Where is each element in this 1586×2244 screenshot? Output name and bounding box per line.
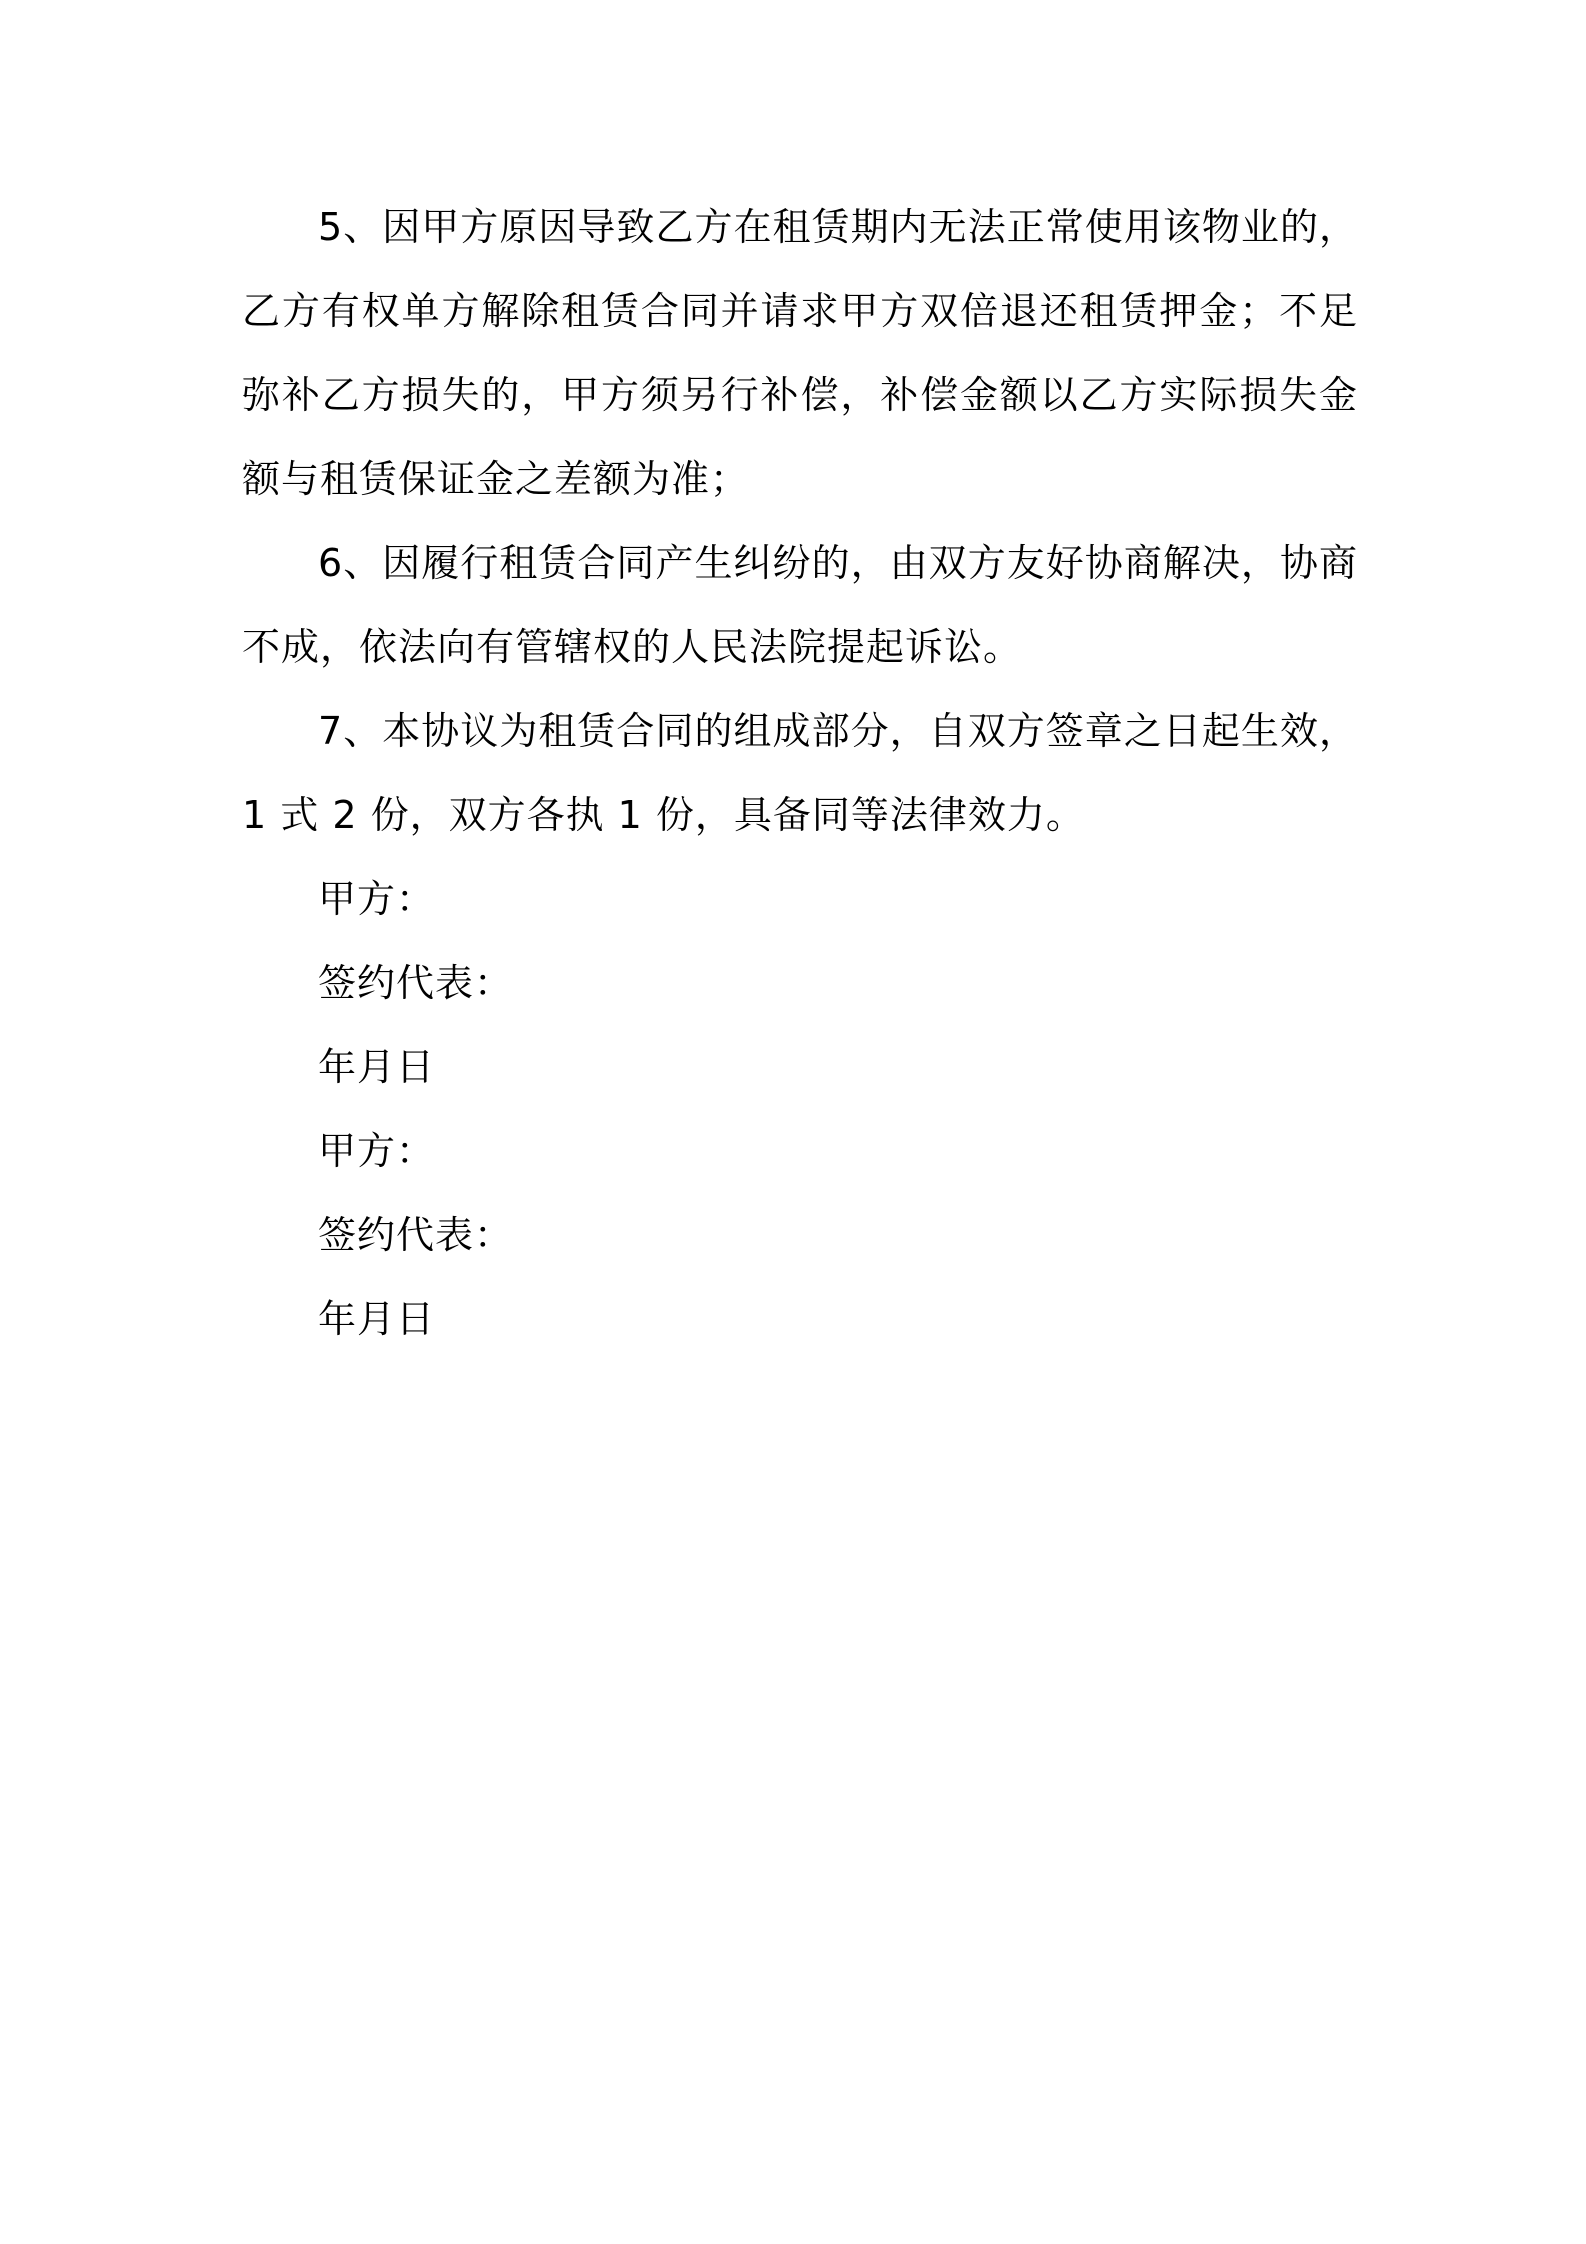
date-label: 年月日 <box>318 1045 436 1089</box>
clause-6: 6、因履行租赁合同产生纠纷的，由双方友好协商解决，协商不成，依法向有管辖权的人民法院提起诉讼。 <box>242 541 1358 669</box>
signature-block-1 <box>242 857 1358 1109</box>
representative-label: 签约代表： <box>318 961 514 1005</box>
date-label: 年月日 <box>318 1297 436 1341</box>
clause-5: 5、因甲方原因导致乙方在租赁期内无法正常使用该物业的，乙方有权单方解除租赁合同并请求甲方双倍退还租赁押金；不足弥补乙方损失的，甲方须另行补偿，补偿金额以乙方实际损失金额与租赁保证金之差额为准； <box>242 205 1358 501</box>
party-label: 甲方： <box>318 1129 436 1173</box>
document-body <box>242 185 1358 1361</box>
representative-label: 签约代表： <box>318 1213 514 1257</box>
party-label: 甲方： <box>318 877 436 921</box>
clause-7: 7、本协议为租赁合同的组成部分，自双方签章之日起生效，1 式 2 份，双方各执 1 份，具备同等法律效力。 <box>242 709 1358 837</box>
signature-block-2 <box>242 1109 1358 1361</box>
